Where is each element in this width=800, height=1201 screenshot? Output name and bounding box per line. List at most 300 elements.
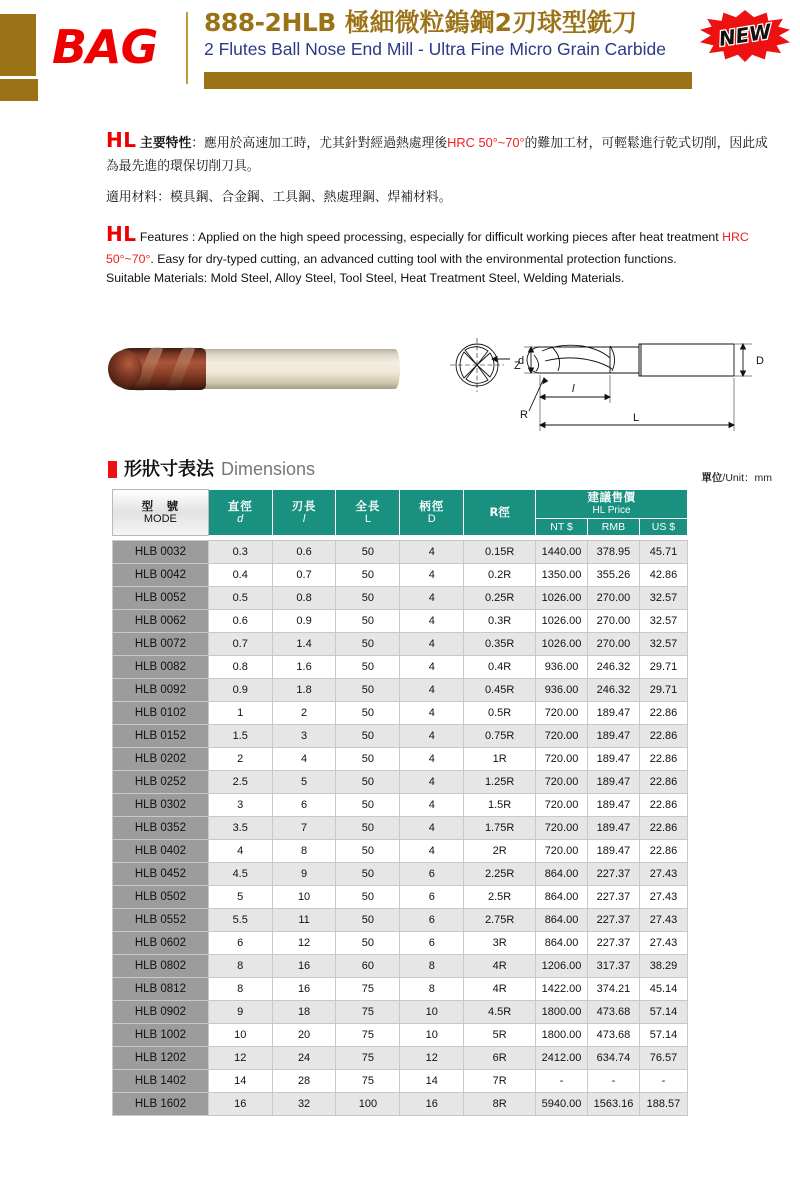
cell-price-nt: - bbox=[536, 1070, 588, 1093]
features-chinese-paragraph bbox=[106, 124, 774, 176]
table-row[interactable] bbox=[113, 932, 688, 955]
table-row[interactable] bbox=[113, 725, 688, 748]
cell-shank-diameter: 10 bbox=[400, 1001, 464, 1024]
cell-mode: HLB 1202 bbox=[113, 1047, 209, 1070]
cell-price-rmb: 1563.16 bbox=[588, 1093, 640, 1116]
cell-price-rmb: 189.47 bbox=[588, 702, 640, 725]
cell-overall-length: 60 bbox=[336, 955, 400, 978]
col-header-d-en: d bbox=[237, 512, 244, 525]
brand-logo: BAG bbox=[52, 20, 158, 74]
cell-mode: HLB 0602 bbox=[113, 932, 209, 955]
table-row[interactable] bbox=[113, 587, 688, 610]
table-row[interactable] bbox=[113, 840, 688, 863]
cell-flute-length: 3 bbox=[272, 725, 336, 748]
col-header-D-cn: 柄徑 bbox=[419, 498, 445, 513]
features-cn-materials: 適用材料：模具鋼、合金鋼、工具鋼、熱處理鋼、焊補材料。 bbox=[106, 189, 452, 205]
cell-price-rmb: 227.37 bbox=[588, 886, 640, 909]
cell-flute-length: 28 bbox=[272, 1070, 336, 1093]
cell-mode: HLB 0302 bbox=[113, 794, 209, 817]
cell-shank-diameter: 12 bbox=[400, 1047, 464, 1070]
col-header-price-usd: US $ bbox=[639, 519, 687, 536]
col-header-price-group bbox=[536, 490, 688, 519]
page-header bbox=[0, 0, 800, 96]
cell-radius: 2.25R bbox=[464, 863, 536, 886]
cell-diameter: 0.6 bbox=[208, 610, 272, 633]
cell-radius: 1.25R bbox=[464, 771, 536, 794]
cell-overall-length: 75 bbox=[336, 1024, 400, 1047]
cell-price-rmb: 270.00 bbox=[588, 633, 640, 656]
cell-mode: HLB 0092 bbox=[113, 679, 209, 702]
cell-diameter: 16 bbox=[208, 1093, 272, 1116]
cell-price-usd: 22.86 bbox=[639, 794, 687, 817]
cell-price-usd: 57.14 bbox=[639, 1001, 687, 1024]
col-header-d-cn: 直徑 bbox=[227, 498, 253, 513]
cell-shank-diameter: 10 bbox=[400, 1024, 464, 1047]
cell-radius: 0.45R bbox=[464, 679, 536, 702]
cell-diameter: 8 bbox=[208, 978, 272, 1001]
unit-note-en: /Unit：mm bbox=[722, 472, 772, 484]
header-divider bbox=[186, 12, 188, 84]
cell-price-usd: 27.43 bbox=[639, 863, 687, 886]
cell-flute-length: 11 bbox=[272, 909, 336, 932]
table-header bbox=[113, 490, 688, 536]
cell-radius: 0.2R bbox=[464, 564, 536, 587]
cell-price-usd: 29.71 bbox=[639, 679, 687, 702]
features-cn-highlight: HRC 50°~70° bbox=[447, 135, 525, 150]
cell-radius: 0.15R bbox=[464, 541, 536, 564]
col-header-mode bbox=[113, 490, 209, 536]
cell-price-rmb: 270.00 bbox=[588, 610, 640, 633]
cell-flute-length: 5 bbox=[272, 771, 336, 794]
cell-shank-diameter: 6 bbox=[400, 909, 464, 932]
cell-radius: 0.35R bbox=[464, 633, 536, 656]
cell-shank-diameter: 6 bbox=[400, 886, 464, 909]
cell-flute-length: 32 bbox=[272, 1093, 336, 1116]
cell-shank-diameter: 4 bbox=[400, 541, 464, 564]
cell-price-rmb: 189.47 bbox=[588, 817, 640, 840]
cell-radius: 2R bbox=[464, 840, 536, 863]
cell-radius: 1R bbox=[464, 748, 536, 771]
cell-price-usd: 32.57 bbox=[639, 587, 687, 610]
cell-mode: HLB 0202 bbox=[113, 748, 209, 771]
cell-shank-diameter: 4 bbox=[400, 656, 464, 679]
cell-radius: 2.75R bbox=[464, 909, 536, 932]
cell-radius: 4R bbox=[464, 955, 536, 978]
product-title-cn bbox=[204, 8, 724, 38]
dimensions-heading-cn: 形狀寸表法 bbox=[124, 459, 214, 480]
cell-diameter: 4.5 bbox=[208, 863, 272, 886]
cell-price-nt: 720.00 bbox=[536, 748, 588, 771]
cell-overall-length: 50 bbox=[336, 610, 400, 633]
cell-price-rmb: 378.95 bbox=[588, 541, 640, 564]
cell-price-rmb: 189.47 bbox=[588, 748, 640, 771]
cell-diameter: 0.4 bbox=[208, 564, 272, 587]
cell-price-rmb: 246.32 bbox=[588, 679, 640, 702]
cell-flute-length: 1.8 bbox=[272, 679, 336, 702]
cell-radius: 7R bbox=[464, 1070, 536, 1093]
cell-mode: HLB 0802 bbox=[113, 955, 209, 978]
diagram-label-D: D bbox=[756, 355, 764, 367]
cell-diameter: 9 bbox=[208, 1001, 272, 1024]
cell-flute-length: 7 bbox=[272, 817, 336, 840]
cell-mode: HLB 0552 bbox=[113, 909, 209, 932]
cell-overall-length: 75 bbox=[336, 1047, 400, 1070]
product-title-en: 2 Flutes Ball Nose End Mill - Ultra Fine Micro Grain Carbide bbox=[204, 38, 666, 59]
cell-shank-diameter: 4 bbox=[400, 771, 464, 794]
new-badge bbox=[700, 10, 790, 62]
cell-flute-length: 12 bbox=[272, 932, 336, 955]
cell-diameter: 4 bbox=[208, 840, 272, 863]
cell-price-nt: 864.00 bbox=[536, 932, 588, 955]
cell-overall-length: 50 bbox=[336, 886, 400, 909]
cell-diameter: 0.5 bbox=[208, 587, 272, 610]
gold-tab-decoration bbox=[0, 14, 38, 76]
cell-shank-diameter: 6 bbox=[400, 863, 464, 886]
features-cn-colon: ： bbox=[191, 135, 205, 150]
cell-diameter: 0.3 bbox=[208, 541, 272, 564]
cell-mode: HLB 0452 bbox=[113, 863, 209, 886]
cell-shank-diameter: 4 bbox=[400, 817, 464, 840]
cell-diameter: 3 bbox=[208, 794, 272, 817]
cell-flute-length: 10 bbox=[272, 886, 336, 909]
cell-overall-length: 50 bbox=[336, 725, 400, 748]
features-cn-body-2: 的難加工材，可輕鬆進行乾式切削，因此成為最先進的環保切削刀具。 bbox=[106, 135, 768, 173]
cell-price-nt: 5940.00 bbox=[536, 1093, 588, 1116]
cell-price-usd: 38.29 bbox=[639, 955, 687, 978]
cell-price-rmb: 189.47 bbox=[588, 771, 640, 794]
cell-radius: 0.3R bbox=[464, 610, 536, 633]
cell-shank-diameter: 4 bbox=[400, 633, 464, 656]
col-header-shank-diameter bbox=[400, 490, 464, 536]
cell-shank-diameter: 16 bbox=[400, 1093, 464, 1116]
dimensions-heading-en: Dimensions bbox=[221, 459, 316, 479]
cell-shank-diameter: 4 bbox=[400, 702, 464, 725]
col-header-L-cn: 全長 bbox=[355, 498, 381, 513]
product-title-chinese: 極細微粒鎢鋼2刃球型銑刀 bbox=[344, 8, 637, 37]
cell-overall-length: 75 bbox=[336, 1001, 400, 1024]
col-header-price-en: HL Price bbox=[592, 505, 631, 517]
cell-diameter: 2.5 bbox=[208, 771, 272, 794]
cell-flute-length: 18 bbox=[272, 1001, 336, 1024]
cell-price-rmb: 355.26 bbox=[588, 564, 640, 587]
cell-price-nt: 864.00 bbox=[536, 909, 588, 932]
cell-price-rmb: 270.00 bbox=[588, 587, 640, 610]
cell-mode: HLB 0402 bbox=[113, 840, 209, 863]
cell-overall-length: 50 bbox=[336, 909, 400, 932]
table-row[interactable] bbox=[113, 610, 688, 633]
col-header-l-en: l bbox=[302, 512, 306, 525]
table-row[interactable] bbox=[113, 909, 688, 932]
cell-price-usd: 32.57 bbox=[639, 610, 687, 633]
cell-price-nt: 2412.00 bbox=[536, 1047, 588, 1070]
cell-overall-length: 50 bbox=[336, 794, 400, 817]
col-header-price-cn: 建議售價 bbox=[587, 490, 636, 504]
table-row[interactable] bbox=[113, 1001, 688, 1024]
cell-diameter: 10 bbox=[208, 1024, 272, 1047]
cell-price-usd: 188.57 bbox=[639, 1093, 687, 1116]
product-title-block bbox=[204, 8, 724, 60]
table-row[interactable] bbox=[113, 1024, 688, 1047]
cell-price-usd: 22.86 bbox=[639, 817, 687, 840]
cell-flute-length: 4 bbox=[272, 748, 336, 771]
cell-price-usd: 22.86 bbox=[639, 748, 687, 771]
cell-overall-length: 50 bbox=[336, 840, 400, 863]
cell-flute-length: 2 bbox=[272, 702, 336, 725]
cell-price-nt: 936.00 bbox=[536, 656, 588, 679]
cell-mode: HLB 0032 bbox=[113, 541, 209, 564]
cell-price-nt: 1206.00 bbox=[536, 955, 588, 978]
cell-price-nt: 720.00 bbox=[536, 840, 588, 863]
cell-overall-length: 50 bbox=[336, 587, 400, 610]
cell-diameter: 5.5 bbox=[208, 909, 272, 932]
ball-nose-tip bbox=[108, 350, 142, 388]
cell-overall-length: 50 bbox=[336, 817, 400, 840]
cell-diameter: 0.8 bbox=[208, 656, 272, 679]
cell-overall-length: 50 bbox=[336, 633, 400, 656]
table-row[interactable] bbox=[113, 679, 688, 702]
cell-overall-length: 50 bbox=[336, 863, 400, 886]
cell-flute-length: 24 bbox=[272, 1047, 336, 1070]
media-section bbox=[0, 325, 800, 445]
table-row[interactable] bbox=[113, 886, 688, 909]
cell-price-nt: 864.00 bbox=[536, 886, 588, 909]
cell-flute-length: 0.9 bbox=[272, 610, 336, 633]
cell-price-rmb: 227.37 bbox=[588, 932, 640, 955]
cell-price-usd: - bbox=[639, 1070, 687, 1093]
cell-price-usd: 76.57 bbox=[639, 1047, 687, 1070]
cell-flute-length: 16 bbox=[272, 978, 336, 1001]
cell-diameter: 5 bbox=[208, 886, 272, 909]
tool-shank bbox=[194, 349, 400, 389]
table-row[interactable] bbox=[113, 863, 688, 886]
cell-price-nt: 720.00 bbox=[536, 725, 588, 748]
cell-radius: 4R bbox=[464, 978, 536, 1001]
cell-overall-length: 75 bbox=[336, 1070, 400, 1093]
cell-price-usd: 22.86 bbox=[639, 840, 687, 863]
cell-radius: 0.4R bbox=[464, 656, 536, 679]
cell-price-rmb: 473.68 bbox=[588, 1001, 640, 1024]
cell-price-nt: 720.00 bbox=[536, 771, 588, 794]
cell-diameter: 8 bbox=[208, 955, 272, 978]
cell-overall-length: 50 bbox=[336, 748, 400, 771]
cell-overall-length: 50 bbox=[336, 932, 400, 955]
cell-price-nt: 1026.00 bbox=[536, 587, 588, 610]
table-row[interactable] bbox=[113, 656, 688, 679]
cell-price-usd: 22.86 bbox=[639, 702, 687, 725]
table-body bbox=[113, 536, 688, 1116]
cell-shank-diameter: 14 bbox=[400, 1070, 464, 1093]
cell-mode: HLB 1602 bbox=[113, 1093, 209, 1116]
cell-radius: 0.25R bbox=[464, 587, 536, 610]
cell-price-nt: 720.00 bbox=[536, 817, 588, 840]
cell-diameter: 6 bbox=[208, 932, 272, 955]
cell-shank-diameter: 4 bbox=[400, 840, 464, 863]
cell-diameter: 3.5 bbox=[208, 817, 272, 840]
cell-radius: 5R bbox=[464, 1024, 536, 1047]
cell-price-usd: 27.43 bbox=[639, 909, 687, 932]
cell-price-rmb: 246.32 bbox=[588, 656, 640, 679]
cell-shank-diameter: 4 bbox=[400, 610, 464, 633]
table-row[interactable] bbox=[113, 541, 688, 564]
table-row[interactable] bbox=[113, 702, 688, 725]
features-english-paragraph bbox=[106, 219, 774, 269]
table-row[interactable] bbox=[113, 817, 688, 840]
cell-price-nt: 1800.00 bbox=[536, 1001, 588, 1024]
cell-flute-length: 16 bbox=[272, 955, 336, 978]
cell-mode: HLB 0062 bbox=[113, 610, 209, 633]
cell-mode: HLB 0152 bbox=[113, 725, 209, 748]
cell-flute-length: 6 bbox=[272, 794, 336, 817]
cell-overall-length: 50 bbox=[336, 564, 400, 587]
specifications-table bbox=[112, 489, 688, 1116]
cell-overall-length: 50 bbox=[336, 771, 400, 794]
cell-flute-length: 1.4 bbox=[272, 633, 336, 656]
cell-price-rmb: 189.47 bbox=[588, 794, 640, 817]
cell-mode: HLB 0072 bbox=[113, 633, 209, 656]
cell-price-nt: 936.00 bbox=[536, 679, 588, 702]
unit-note bbox=[701, 470, 772, 485]
cell-flute-length: 20 bbox=[272, 1024, 336, 1047]
features-cn-body-1: 應用於高速加工時，尤其針對經過熱處理後 bbox=[204, 135, 448, 150]
cell-mode: HLB 0042 bbox=[113, 564, 209, 587]
hl-mark-en: HL bbox=[106, 221, 137, 246]
cell-overall-length: 75 bbox=[336, 978, 400, 1001]
cell-price-rmb: 189.47 bbox=[588, 840, 640, 863]
cell-radius: 1.5R bbox=[464, 794, 536, 817]
technical-drawing bbox=[432, 325, 778, 440]
table-row[interactable] bbox=[113, 564, 688, 587]
cell-overall-length: 50 bbox=[336, 702, 400, 725]
features-en-label: Features bbox=[139, 229, 189, 244]
cell-price-rmb: 317.37 bbox=[588, 955, 640, 978]
cell-mode: HLB 0052 bbox=[113, 587, 209, 610]
product-photo bbox=[108, 343, 400, 395]
dimensions-heading bbox=[108, 455, 315, 481]
cell-diameter: 14 bbox=[208, 1070, 272, 1093]
table-row[interactable] bbox=[113, 633, 688, 656]
cell-radius: 3R bbox=[464, 932, 536, 955]
cell-radius: 0.5R bbox=[464, 702, 536, 725]
col-header-price-nt: NT $ bbox=[536, 519, 588, 536]
cell-price-nt: 720.00 bbox=[536, 702, 588, 725]
cell-overall-length: 100 bbox=[336, 1093, 400, 1116]
cell-overall-length: 50 bbox=[336, 679, 400, 702]
cell-radius: 1.75R bbox=[464, 817, 536, 840]
table-row[interactable] bbox=[113, 1070, 688, 1093]
cell-flute-length: 0.7 bbox=[272, 564, 336, 587]
cell-diameter: 12 bbox=[208, 1047, 272, 1070]
cell-price-usd: 29.71 bbox=[639, 656, 687, 679]
table-row[interactable] bbox=[113, 955, 688, 978]
col-header-mode-en: MODE bbox=[143, 512, 177, 525]
cell-diameter: 0.7 bbox=[208, 633, 272, 656]
table-row[interactable] bbox=[113, 1093, 688, 1116]
features-en-body-2: . Easy for dry-typed cutting, an advanced cutting tool with the environmental protection functions. bbox=[150, 251, 677, 266]
cell-price-rmb: 189.47 bbox=[588, 725, 640, 748]
cell-flute-length: 0.6 bbox=[272, 541, 336, 564]
cell-price-usd: 22.86 bbox=[639, 725, 687, 748]
cell-radius: 2.5R bbox=[464, 886, 536, 909]
hl-mark-cn: HL bbox=[106, 128, 137, 152]
cell-diameter: 1 bbox=[208, 702, 272, 725]
cell-overall-length: 50 bbox=[336, 656, 400, 679]
cell-radius: 0.75R bbox=[464, 725, 536, 748]
cell-price-rmb: 374.21 bbox=[588, 978, 640, 1001]
col-header-overall-length bbox=[336, 490, 400, 536]
col-header-radius: R徑 bbox=[464, 490, 536, 536]
new-badge-label: NEW bbox=[717, 19, 773, 51]
diagram-label-l: l bbox=[572, 383, 575, 395]
cell-diameter: 0.9 bbox=[208, 679, 272, 702]
cell-price-rmb: - bbox=[588, 1070, 640, 1093]
diagram-label-R: R bbox=[520, 409, 528, 421]
col-header-mode-cn: 型 號 bbox=[141, 498, 180, 513]
col-header-l-cn: 刃長 bbox=[291, 498, 317, 513]
cell-shank-diameter: 4 bbox=[400, 564, 464, 587]
features-en-materials: Suitable Materials: Mold Steel, Alloy Steel, Tool Steel, Heat Treatment Steel, Welding Materials. bbox=[106, 270, 625, 285]
cell-mode: HLB 0902 bbox=[113, 1001, 209, 1024]
features-cn-label: 主要特性 bbox=[140, 135, 192, 150]
cell-price-usd: 42.86 bbox=[639, 564, 687, 587]
table-row[interactable] bbox=[113, 978, 688, 1001]
cell-flute-length: 9 bbox=[272, 863, 336, 886]
features-section bbox=[106, 124, 774, 288]
cell-mode: HLB 0352 bbox=[113, 817, 209, 840]
cell-price-usd: 45.71 bbox=[639, 541, 687, 564]
cell-price-rmb: 227.37 bbox=[588, 909, 640, 932]
table-row[interactable] bbox=[113, 1047, 688, 1070]
features-en-highlight: HRC 50°~70° bbox=[106, 229, 749, 266]
col-header-flute-length bbox=[272, 490, 336, 536]
cell-shank-diameter: 6 bbox=[400, 932, 464, 955]
cell-price-usd: 27.43 bbox=[639, 886, 687, 909]
cell-price-nt: 720.00 bbox=[536, 794, 588, 817]
cell-price-usd: 45.14 bbox=[639, 978, 687, 1001]
cell-radius: 8R bbox=[464, 1093, 536, 1116]
diagram-label-z: Z bbox=[514, 360, 521, 372]
red-square-bullet-icon bbox=[108, 461, 117, 478]
cell-price-nt: 864.00 bbox=[536, 863, 588, 886]
cell-price-nt: 1026.00 bbox=[536, 610, 588, 633]
cell-shank-diameter: 8 bbox=[400, 955, 464, 978]
cell-overall-length: 50 bbox=[336, 541, 400, 564]
cell-mode: HLB 0102 bbox=[113, 702, 209, 725]
features-en-body-1: Applied on the high speed processing, especially for difficult working pieces after heat treatment bbox=[198, 229, 723, 244]
cell-shank-diameter: 4 bbox=[400, 587, 464, 610]
table-row[interactable] bbox=[113, 771, 688, 794]
cell-price-rmb: 227.37 bbox=[588, 863, 640, 886]
table-row[interactable] bbox=[113, 794, 688, 817]
cell-diameter: 1.5 bbox=[208, 725, 272, 748]
cell-flute-length: 8 bbox=[272, 840, 336, 863]
gold-accent-bar bbox=[204, 72, 692, 89]
cell-price-nt: 1440.00 bbox=[536, 541, 588, 564]
cell-price-rmb: 473.68 bbox=[588, 1024, 640, 1047]
diagram-label-L: L bbox=[633, 412, 640, 424]
cell-mode: HLB 0252 bbox=[113, 771, 209, 794]
cell-price-nt: 1350.00 bbox=[536, 564, 588, 587]
col-header-L-en: L bbox=[364, 512, 371, 525]
cell-mode: HLB 0812 bbox=[113, 978, 209, 1001]
cell-shank-diameter: 4 bbox=[400, 725, 464, 748]
cell-flute-length: 0.8 bbox=[272, 587, 336, 610]
cell-price-nt: 1422.00 bbox=[536, 978, 588, 1001]
cell-diameter: 2 bbox=[208, 748, 272, 771]
cell-shank-diameter: 4 bbox=[400, 748, 464, 771]
cell-price-usd: 27.43 bbox=[639, 932, 687, 955]
product-model-code: 888-2HLB bbox=[204, 8, 336, 37]
table-row[interactable] bbox=[113, 748, 688, 771]
